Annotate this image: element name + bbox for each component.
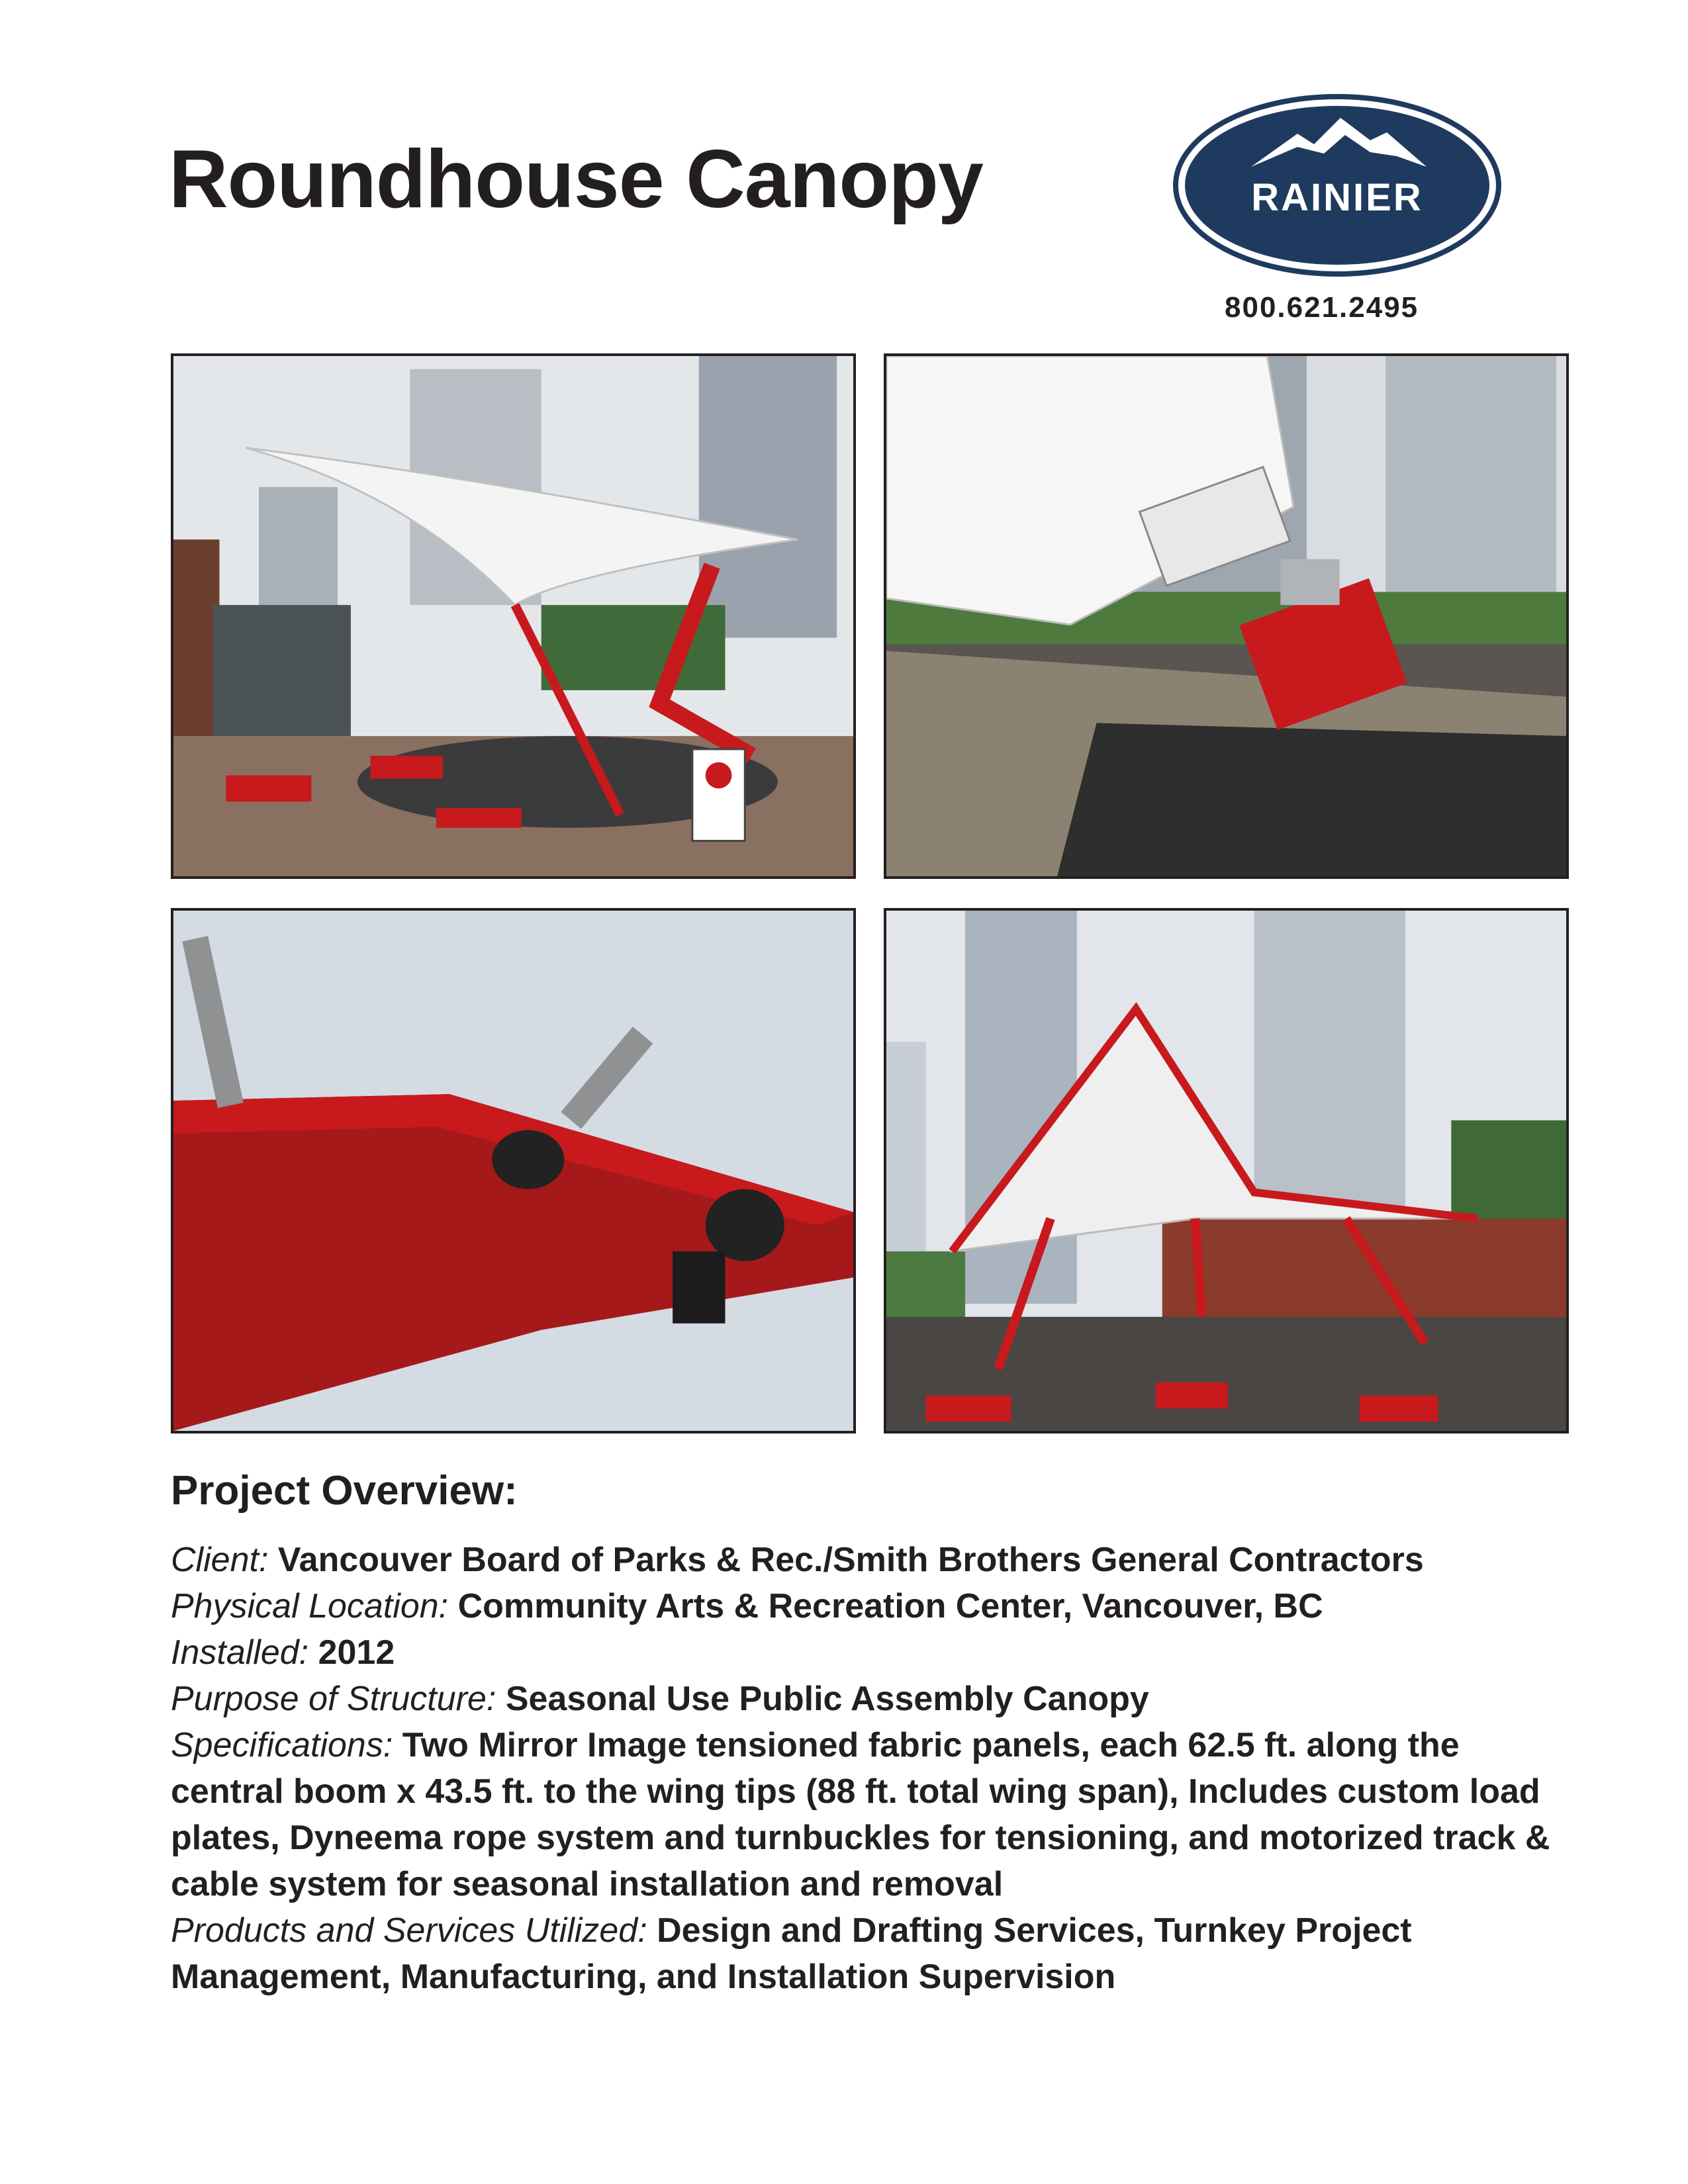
canopy-front-view-photo (884, 908, 1569, 1433)
specs-label: Specifications: (171, 1726, 393, 1764)
canopy-plaza-view-photo (171, 353, 856, 879)
installed-value: 2012 (318, 1633, 395, 1672)
installed-label: Installed: (171, 1633, 309, 1672)
location-line (171, 1583, 1574, 1629)
purpose-label: Purpose of Structure: (171, 1680, 496, 1718)
phone-number: 800.621.2495 (1225, 291, 1419, 324)
specs-line (171, 1722, 1574, 1907)
overview-heading: Project Overview: (171, 1468, 518, 1514)
products-label: Products and Services Utilized: (171, 1911, 647, 1950)
red-boom-connection-detail-photo (171, 908, 856, 1433)
products-value: Design and Drafting Services, Turnkey Project Management, Manufacturing, and Installation Supervision (171, 1911, 1412, 1996)
logo-text: RAINIER (1251, 176, 1423, 219)
purpose-line (171, 1676, 1574, 1722)
page-title: Roundhouse Canopy (169, 134, 983, 225)
client-label: Client: (171, 1541, 269, 1579)
specs-value: Two Mirror Image tensioned fabric panels, each 62.5 ft. along the central boom x 43.5 ft. to the wing tips (88 ft. total wing span), Includes custom load plates, Dyneema rope system and turnbuckles for tensioning, and motorized track & cable system for seasonal installation and removal (171, 1726, 1550, 1903)
installed-line (171, 1629, 1574, 1676)
purpose-value: Seasonal Use Public Assembly Canopy (505, 1680, 1149, 1718)
client-value: Vancouver Board of Parks & Rec./Smith Brothers General Contractors (277, 1541, 1424, 1579)
project-overview (171, 1468, 1574, 2000)
rainier-logo (1172, 93, 1503, 278)
products-line (171, 1907, 1574, 2000)
location-label: Physical Location: (171, 1587, 449, 1625)
location-value: Community Arts & Recreation Center, Vancouver, BC (457, 1587, 1323, 1625)
fabric-load-plate-detail-photo (884, 353, 1569, 879)
client-line (171, 1537, 1574, 1583)
